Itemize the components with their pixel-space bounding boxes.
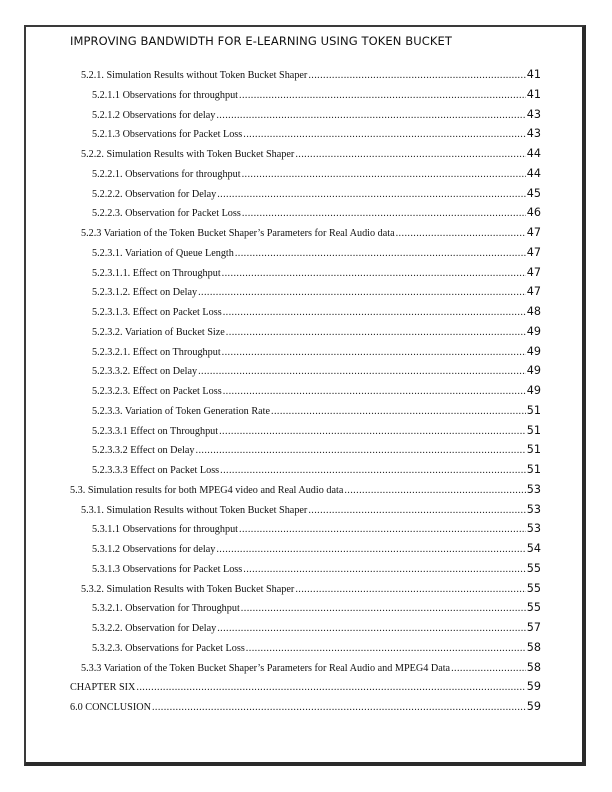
toc-entry[interactable] [81, 661, 541, 677]
toc-dot-leader [217, 623, 526, 634]
toc-dot-leader [243, 129, 526, 140]
toc-dot-leader [235, 248, 526, 259]
toc-entry[interactable] [92, 463, 541, 479]
toc-page-number: 49 [526, 324, 541, 338]
toc-dot-leader [198, 287, 526, 298]
toc-entry[interactable] [92, 601, 541, 617]
toc-entry-title: 5.3. Simulation results for both MPEG4 video and Real Audio data [70, 484, 344, 496]
toc-dot-leader [196, 445, 526, 456]
toc-entry-title: 5.3.1.3 Observations for Packet Loss [92, 563, 243, 575]
toc-dot-leader [271, 406, 526, 417]
toc-entry[interactable] [92, 127, 541, 143]
toc-dot-leader [220, 465, 526, 476]
toc-page-number: 54 [526, 542, 541, 555]
toc-entry-title: 5.2.2.3. Observation for Packet Loss [92, 208, 241, 220]
toc-dot-leader [223, 386, 526, 397]
toc-entry[interactable] [92, 88, 541, 104]
toc-dot-leader [241, 603, 526, 614]
toc-page-number: 49 [526, 364, 541, 378]
toc-entry-title: 5.2.1.2 Observations for delay [92, 109, 216, 121]
toc-entry-title: 5.2.1. Simulation Results without Token Bucket Shaper [81, 70, 308, 81]
toc-entry-title: 5.3.3 Variation of the Token Bucket Shaper’s Parameters for Real Audio and MPEG4 Data [81, 662, 451, 674]
toc-page-number: 59 [526, 700, 541, 713]
toc-entry[interactable] [92, 542, 541, 558]
toc-dot-leader [295, 584, 525, 595]
toc-page-number: 47 [526, 265, 541, 279]
toc-entry[interactable] [92, 167, 541, 183]
toc-entry-title: 5.2.1.1 Observations for throughput [92, 89, 239, 101]
toc-page-number: 53 [526, 502, 541, 516]
toc-dot-leader [308, 70, 525, 81]
toc-dot-leader [396, 228, 526, 239]
toc-dot-leader [216, 110, 525, 121]
toc-dot-leader [136, 682, 525, 693]
toc-page-number: 44 [526, 147, 541, 160]
toc-entry-title: 5.2.3.3. Variation of Token Generation Rate [92, 405, 270, 417]
toc-entry[interactable] [92, 187, 541, 203]
toc-entry[interactable] [92, 384, 541, 400]
toc-dot-leader [308, 505, 525, 516]
toc-entry-title: 5.2.3.3.3 Effect on Packet Loss [92, 465, 220, 476]
toc-page-number: 43 [526, 107, 541, 121]
toc-entry-title: 5.2.3.1.3. Effect on Packet Loss [92, 307, 222, 318]
toc-entry-title: 5.2.3.1.1. Effect on Throughput [92, 267, 221, 279]
toc-entry[interactable] [92, 641, 541, 657]
toc-entry-title: 5.2.3.3.1 Effect on Throughput [92, 425, 219, 437]
toc-entry[interactable] [81, 147, 541, 163]
toc-page-number: 41 [526, 87, 541, 101]
toc-dot-leader [217, 189, 526, 200]
toc-entry-title: 5.2.3.1. Variation of Queue Length [92, 247, 234, 259]
toc-entry-title: 5.2.3.2.1. Effect on Throughput [92, 346, 221, 358]
toc-entry-title: CHAPTER SIX [70, 682, 136, 694]
toc-entry[interactable] [70, 680, 541, 696]
toc-entry[interactable] [92, 266, 541, 282]
toc-dot-leader [242, 208, 526, 219]
toc-page-number: 49 [526, 344, 541, 358]
toc-page-number: 57 [526, 621, 541, 634]
toc-page-number: 46 [526, 206, 541, 220]
toc-entry-title: 5.3.2. Simulation Results with Token Bucket Shaper [81, 583, 295, 595]
toc-page-number: 48 [526, 305, 541, 318]
toc-entry[interactable] [92, 206, 541, 222]
toc-page-number: 49 [526, 384, 541, 397]
toc-entry-title: 5.2.2. Simulation Results with Token Bucket Shaper [81, 149, 295, 160]
toc-entry[interactable] [92, 443, 541, 459]
toc-entry-title: 5.3.2.1. Observation for Throughput [92, 603, 240, 615]
toc-entry[interactable] [92, 424, 541, 440]
toc-entry-title: 5.2.1.3 Observations for Packet Loss [92, 129, 243, 141]
toc-entry[interactable] [92, 404, 541, 420]
toc-page-number: 51 [526, 423, 541, 437]
toc-entry-title: 5.2.3.2. Variation of Bucket Size [92, 326, 225, 338]
toc-entry[interactable] [92, 364, 541, 380]
toc-entry[interactable] [92, 246, 541, 262]
toc-entry[interactable] [92, 108, 541, 124]
toc-page-number: 45 [526, 186, 541, 200]
toc-page-number: 47 [526, 226, 541, 239]
toc-dot-leader [239, 524, 526, 535]
toc-entry-title: 6.0 CONCLUSION [70, 702, 151, 713]
toc-page-number: 53 [526, 482, 541, 496]
toc-dot-leader [344, 485, 525, 496]
toc-entry[interactable] [81, 226, 541, 242]
toc-entry-title: 5.3.2.3. Observations for Packet Loss [92, 642, 245, 654]
toc-page-number: 59 [526, 680, 541, 694]
toc-dot-leader [226, 327, 526, 338]
running-header: IMPROVING BANDWIDTH FOR E-LEARNING USING TOKEN BUCKET [70, 34, 452, 48]
toc-entry[interactable] [92, 562, 541, 578]
toc-entry[interactable] [92, 325, 541, 341]
toc-dot-leader [242, 169, 526, 180]
toc-dot-leader [239, 90, 526, 101]
toc-dot-leader [243, 564, 526, 575]
toc-entry-title: 5.3.2.2. Observation for Delay [92, 623, 217, 634]
toc-page-number: 55 [526, 561, 541, 575]
toc-dot-leader [219, 426, 526, 437]
toc-page-number: 51 [526, 403, 541, 417]
toc-entry[interactable] [92, 345, 541, 361]
toc-entry-title: 5.2.2.1. Observations for throughput [92, 168, 241, 180]
toc-page-number: 58 [526, 640, 541, 654]
toc-entry-title: 5.2.3.1.2. Effect on Delay [92, 287, 198, 299]
toc-page-number: 43 [526, 127, 541, 141]
toc-dot-leader [152, 702, 526, 713]
toc-entry[interactable] [92, 522, 541, 538]
toc-page-number: 51 [526, 443, 541, 457]
toc-page-number: 55 [526, 601, 541, 615]
toc-entry[interactable] [81, 582, 541, 598]
toc-dot-leader [222, 347, 526, 358]
toc-page-number: 58 [526, 660, 541, 674]
toc-page-number: 47 [526, 245, 541, 259]
toc-entry[interactable] [92, 305, 541, 321]
toc-entry-title: 5.2.2.2. Observation for Delay [92, 188, 217, 200]
toc-page-number: 51 [526, 463, 541, 476]
toc-dot-leader [222, 268, 526, 279]
toc-entry-title: 5.2.3 Variation of the Token Bucket Shaper’s Parameters for Real Audio data [81, 228, 395, 239]
toc-page-number: 41 [526, 68, 541, 81]
toc-entry-title: 5.2.3.3.2 Effect on Delay [92, 445, 195, 457]
toc-entry[interactable] [81, 68, 541, 84]
toc-entry-title: 5.2.3.3.2. Effect on Delay [92, 366, 198, 378]
toc-dot-leader [295, 149, 525, 160]
toc-page-number: 53 [526, 522, 541, 536]
toc-dot-leader [216, 544, 525, 555]
toc-entry-title: 5.3.1.1 Observations for throughput [92, 524, 239, 536]
toc-entry-title: 5.2.3.2.3. Effect on Packet Loss [92, 386, 222, 397]
toc-entry[interactable] [70, 700, 541, 716]
toc-dot-leader [223, 307, 526, 318]
toc-page-number: 47 [526, 285, 541, 299]
toc-dot-leader [198, 366, 526, 377]
toc-entry-title: 5.3.1.2 Observations for delay [92, 544, 216, 555]
toc-entry[interactable] [81, 503, 541, 519]
toc-dot-leader [451, 663, 526, 674]
toc-page-number: 55 [526, 581, 541, 595]
toc-entry[interactable] [70, 483, 541, 499]
toc-entry[interactable] [92, 621, 541, 637]
toc-page-number: 44 [526, 166, 541, 180]
toc-entry-title: 5.3.1. Simulation Results without Token Bucket Shaper [81, 504, 308, 516]
toc-dot-leader [246, 643, 526, 654]
toc-entry[interactable] [92, 285, 541, 301]
